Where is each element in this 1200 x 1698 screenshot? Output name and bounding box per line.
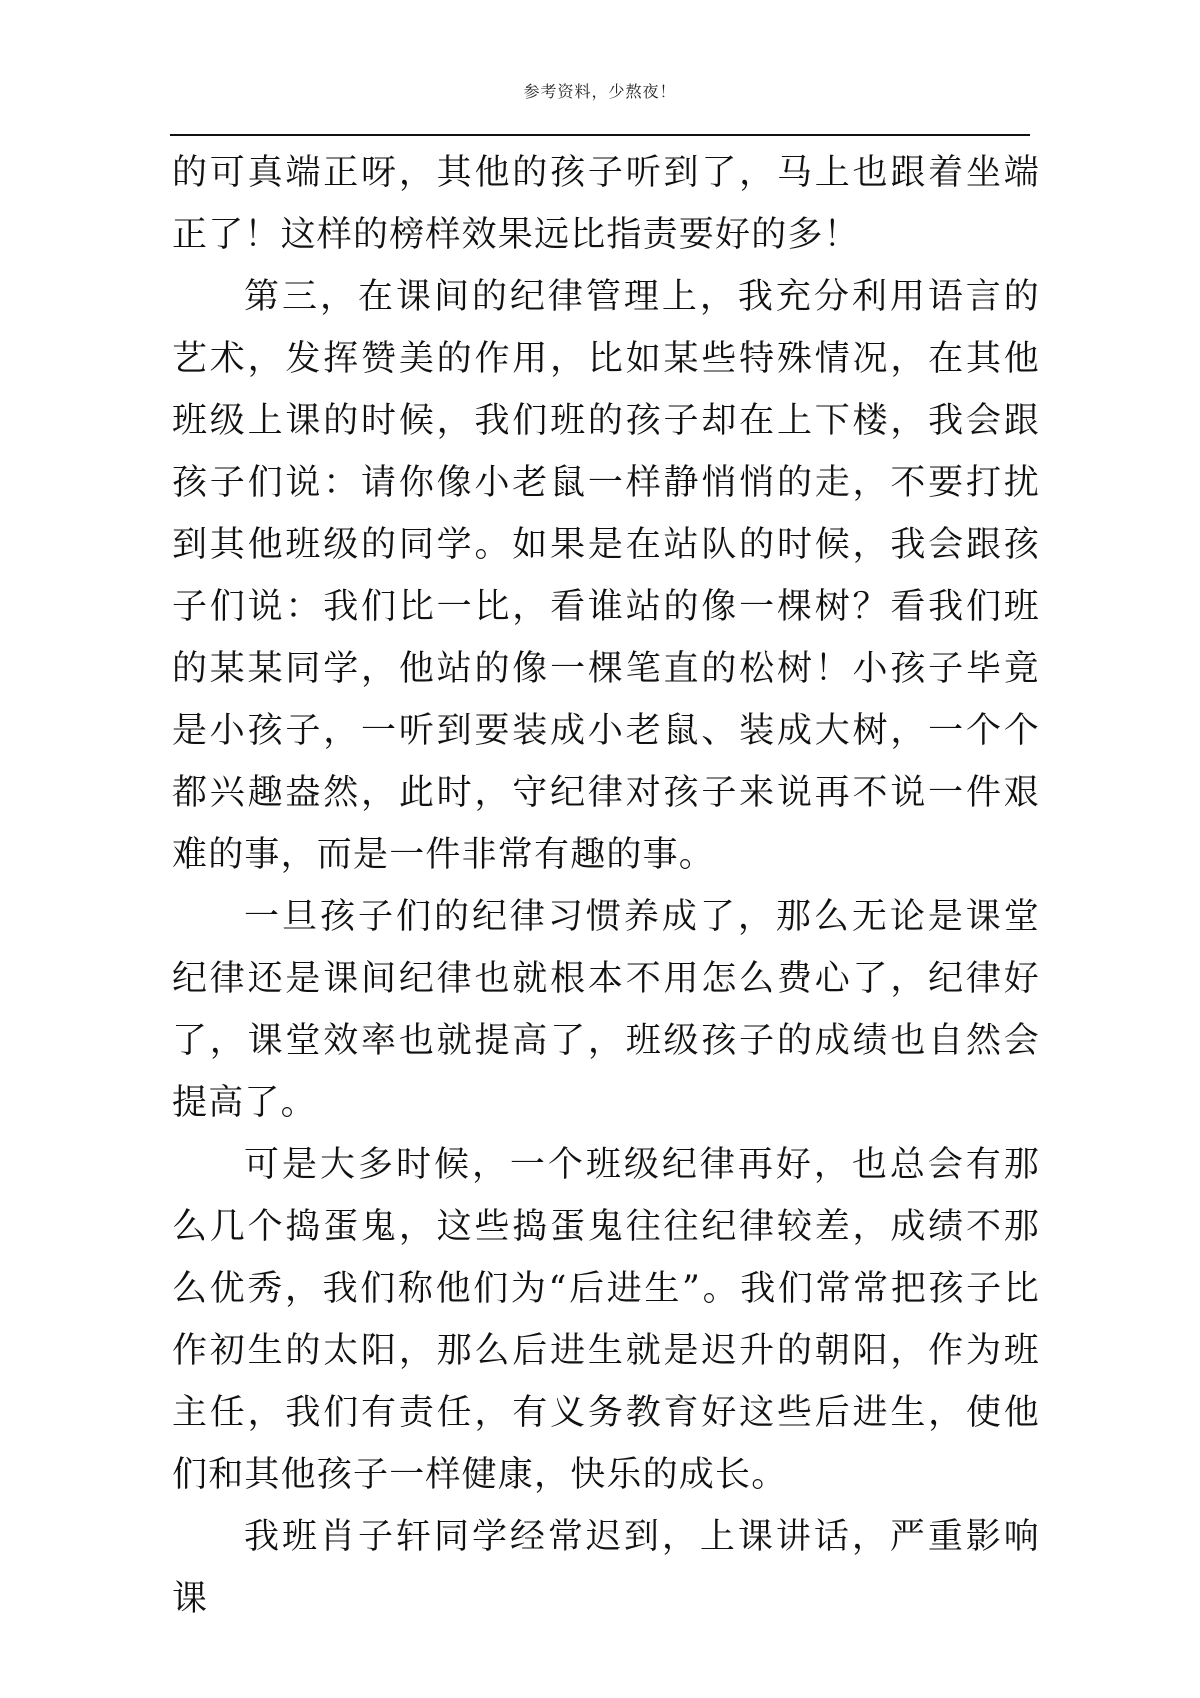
document-body [172,142,1040,1630]
paragraph-third-point: 第三，在课间的纪律管理上，我充分利用语言的艺术，发挥赞美的作用，比如某些特殊情况，在其他班级上课的时候，我们班的孩子却在上下楼，我会跟孩子们说：请你像小老鼠一样静悄悄的走，不要打扰到其他班级的同学。如果是在站队的时候，我会跟孩子们说：我们比一比，看谁站的像一棵树？看我们班的某某同学，他站的像一棵笔直的松树！小孩子毕竟是小孩子，一听到要装成小老鼠、装成大树，一个个都兴趣盎然，此时，守纪律对孩子来说再不说一件艰难的事，而是一件非常有趣的事。 [172,277,1040,875]
paragraph-discipline-result: 一旦孩子们的纪律习惯养成了，那么无论是课堂纪律还是课间纪律也就根本不用怎么费心了，纪律好了，课堂效率也就提高了，班级孩子的成绩也自然会提高了。 [172,897,1040,1123]
paragraph-continuation: 的可真端正呀，其他的孩子听到了，马上也跟着坐端正了！这样的榜样效果远比指责要好的多！ [172,153,1040,255]
header-divider [170,134,1030,136]
page-header: 参考资料，少熬夜！ [523,82,677,101]
paragraph-student-case: 我班肖子轩同学经常迟到，上课讲话，严重影响课 [172,1517,1040,1619]
paragraph-struggling-students: 可是大多时候，一个班级纪律再好，也总会有那么几个捣蛋鬼，这些捣蛋鬼往往纪律较差，成绩不那么优秀，我们称他们为“后进生”。我们常常把孩子比作初生的太阳，那么后进生就是迟升的朝阳，作为班主任，我们有责任，有义务教育好这些后进生，使他们和其他孩子一样健康，快乐的成长。 [172,1145,1040,1495]
